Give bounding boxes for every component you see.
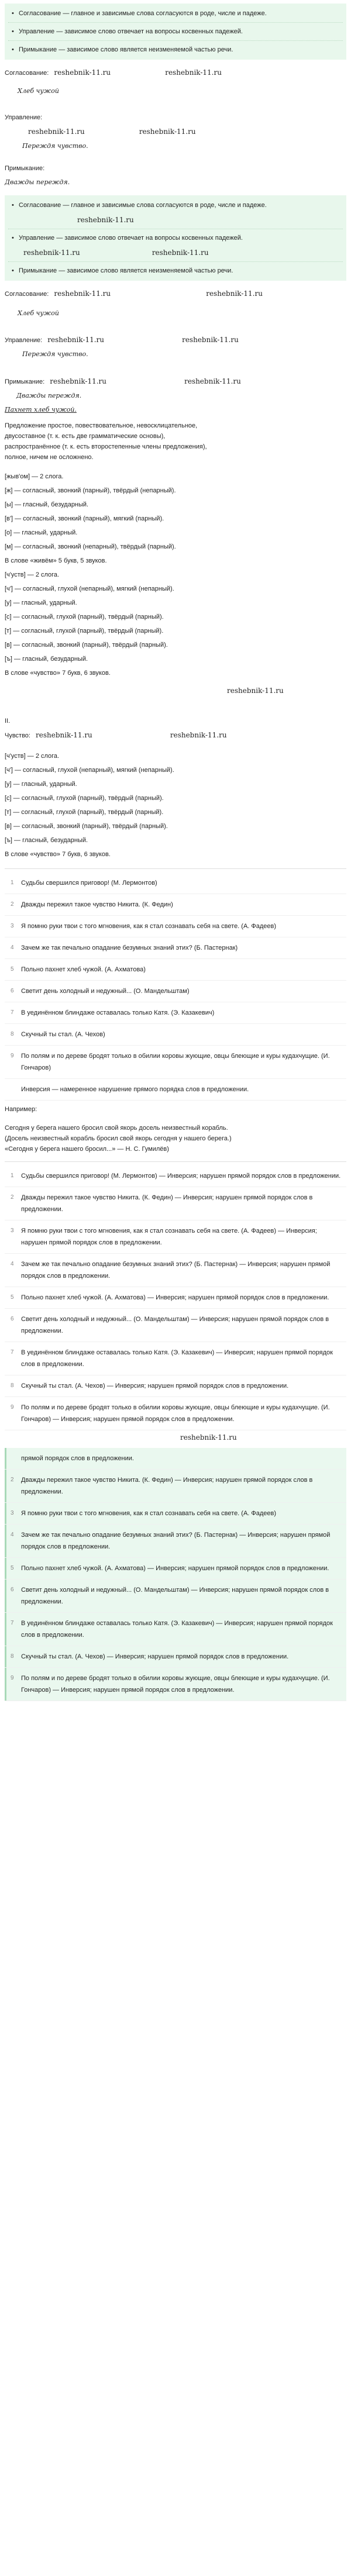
list-item-text: Польно пахнет хлеб чужой. (А. Ахматова) — Инверсия; нарушен прямой порядок слов в предложении. bbox=[21, 1294, 329, 1301]
example-line: «Сегодня у берега нашего бросил...» — Н. С. Гумилёв) bbox=[5, 1146, 169, 1153]
wm-row bbox=[8, 213, 343, 227]
list-item-text: В уединённом блиндаже оставалась только Катя. (Э. Казакевич) — Инверсия; нарушен прямой порядок слов в предложении. bbox=[21, 1349, 333, 1368]
list-item: 7 В уединённом блиндаже оставалась только Катя. (Э. Казакевич) — Инверсия; нарушен прямой порядок слов в предложении. bbox=[5, 1613, 346, 1646]
list-item-text: Судьбы свершился приговор! (М. Лермонтов) bbox=[21, 880, 157, 887]
primyk-label-row bbox=[0, 161, 351, 175]
watermark: reshebnik-11.ru bbox=[165, 68, 222, 77]
upravl-label-row-2 bbox=[0, 333, 351, 347]
primyk-label: Примыкание: bbox=[5, 378, 45, 385]
watermark: reshebnik-11.ru bbox=[50, 377, 107, 385]
list-item: 8 Скучный ты стал. (А. Чехов) — Инверсия; нарушен прямой порядок слов в предложении. bbox=[5, 1646, 346, 1668]
list-item-text: По полям и по дереве бродят только в обилии коровы жующие, овцы блеющие и куры кудахчущие. (И. Гончаров) — Инверсия; нарушен прямой порядок слов в предложении. bbox=[21, 1404, 330, 1423]
upravl-label: Управление: bbox=[5, 337, 43, 344]
list-item bbox=[5, 1448, 346, 1470]
list-item-text: Зачем же так печально опадание безумных знаний этих? (Б. Пастернак) — Инверсия; нарушен прямой порядок слов в предложении. bbox=[21, 1261, 331, 1280]
phon-line: II. bbox=[5, 718, 11, 725]
wm-row bbox=[0, 1430, 351, 1448]
phon-line: [т] — согласный, глухой (парный), твёрдый (парный). bbox=[5, 809, 164, 816]
phrase-perezhdya: Переждя чувство. bbox=[22, 350, 88, 358]
list-item: 3 Я помню руки твои с того мгновения, как я стал сознавать себя на свете. (А. Фадеев) — Инверсия; нарушен прямой порядок слов в предложении. bbox=[5, 1220, 346, 1254]
phon-line: [ч'уств] — 2 слога. bbox=[5, 753, 60, 760]
watermark: reshebnik-11.ru bbox=[77, 216, 134, 224]
rule-upravlenie: • Управление — зависимое слово отвечает на вопросы косвенных падежей. bbox=[8, 230, 343, 246]
list-item: 4 Зачем же так печально опадание безумных знаний этих? (Б. Пастернак) bbox=[5, 937, 346, 959]
watermark: reshebnik-11.ru bbox=[180, 1433, 237, 1442]
list-item: 5 Польно пахнет хлеб чужой. (А. Ахматова) bbox=[5, 959, 346, 981]
watermark: reshebnik-11.ru bbox=[170, 731, 227, 739]
list-item-text: Скучный ты стал. (А. Чехов) — Инверсия; нарушен прямой порядок слов в предложении. bbox=[21, 1382, 289, 1389]
sentences-list-1 bbox=[5, 873, 346, 1101]
list-item-text: По полям и по дереве бродят только в обилии коровы жующие, овцы блеющие и куры кудахчущие. (И. Гончаров) — Инверсия; нарушен прямой порядок слов в предложении. bbox=[21, 1675, 330, 1694]
list-item-text: Польно пахнет хлеб чужой. (А. Ахматова) — Инверсия; нарушен прямой порядок слов в предложении. bbox=[21, 1565, 329, 1572]
list-item-text: Дважды пережил такое чувство Никита. (К. Федин) — Инверсия; нарушен прямой порядок слов в предложении. bbox=[21, 1194, 313, 1213]
phon-line: [о] — гласный, ударный. bbox=[5, 529, 78, 536]
phon-line: В слове «чувство» 7 букв, 6 звуков. bbox=[5, 670, 111, 677]
phonetic-block-1 bbox=[0, 466, 351, 684]
phon-line: [ч'] — согласный, глухой (непарный), мягкий (непарный). bbox=[5, 585, 174, 592]
list-item: 9 По полям и по дереве бродят только в обилии коровы жующие, овцы блеющие и куры кудахчущие. (И. Гончаров) — Инверсия; нарушен прямой порядок слов в предложении. bbox=[5, 1668, 346, 1701]
example-block bbox=[0, 1101, 351, 1158]
list-item: 4 Зачем же так печально опадание безумных знаний этих? (Б. Пастернак) — Инверсия; нарушен прямой порядок слов в предложении. bbox=[5, 1254, 346, 1287]
watermark: reshebnik-11.ru bbox=[54, 68, 111, 77]
list-item bbox=[5, 1079, 346, 1101]
list-item-text: Светит день холодный и недужный... (О. Мандельштам) — Инверсия; нарушен прямой порядок слов в предложении. bbox=[21, 1316, 329, 1334]
list-item-text: Дважды пережил такое чувство Никита. (К. Федин) — Инверсия; нарушен прямой порядок слов в предложении. bbox=[21, 1477, 313, 1495]
phrase-perezhdya: Переждя чувство. bbox=[22, 142, 88, 150]
phon-line: [у] — гласный, ударный. bbox=[5, 781, 77, 788]
rule-primykanie: • Примыкание — зависимое слово является неизменяемой частью речи. bbox=[8, 42, 343, 57]
list-item: 2 Дважды пережил такое чувство Никита. (К. Федин) bbox=[5, 894, 346, 916]
list-item: 3 Я помню руки твои с того мгновения, как я стал сознавать себя на свете. (А. Фадеев) bbox=[5, 916, 346, 937]
list-item: 6 Светит день холодный и недужный... (О. Мандельштам) — Инверсия; нарушен прямой порядок слов в предложении. bbox=[5, 1580, 346, 1613]
example-line: (Досель неизвестный корабль бросил свой якорь сегодня у нашего берега.) bbox=[5, 1135, 232, 1142]
list-item-text: В уединённом блиндаже оставалась только Катя. (Э. Казакевич) — Инверсия; нарушен прямой порядок слов в предложении. bbox=[21, 1620, 333, 1639]
phon-line: [с] — согласный, глухой (парный), твёрдый (парный). bbox=[5, 795, 164, 802]
list-item: 8 Скучный ты стал. (А. Чехов) — Инверсия; нарушен прямой порядок слов в предложении. bbox=[5, 1375, 346, 1397]
page bbox=[0, 4, 351, 1701]
phrase-row-4 bbox=[0, 347, 351, 368]
list-item: 6 Светит день холодный и недужный... (О. Мандельштам) bbox=[5, 981, 346, 1002]
phon-line: Чувство: bbox=[5, 732, 30, 739]
list-item-text: Светит день холодный и недужный... (О. Мандельштам) — Инверсия; нарушен прямой порядок слов в предложении. bbox=[21, 1587, 329, 1605]
rules-box-top bbox=[5, 4, 346, 60]
phon-line: [ж] — согласный, звонкий (парный), твёрдый (непарный). bbox=[5, 487, 176, 494]
phon-line: [ч'] — согласный, глухой (непарный), мягкий (непарный). bbox=[5, 767, 174, 774]
soglas-label-row bbox=[0, 65, 351, 80]
phrase-row-3 bbox=[0, 175, 351, 189]
list-item: 1 Судьбы свершился приговор! (М. Лермонтов) — Инверсия; нарушен прямой порядок слов в предложении. bbox=[5, 1165, 346, 1187]
upravl-label: Управление: bbox=[5, 114, 43, 121]
list-item-text: Зачем же так печально опадание безумных знаний этих? (Б. Пастернак) bbox=[21, 944, 238, 951]
list-item: 6 Светит день холодный и недужный... (О. Мандельштам) — Инверсия; нарушен прямой порядок слов в предложении. bbox=[5, 1309, 346, 1342]
list-item: 9 По полям и по дереве бродят только в обилии коровы жующие, овцы блеющие и куры кудахчущие. (И. Гончаров) bbox=[5, 1046, 346, 1079]
rule-soglasovanie: • Согласование — главное и зависимые слова согласуются в роде, числе и падеже. bbox=[8, 6, 343, 21]
soglas-label: Согласование: bbox=[5, 70, 49, 77]
phon-line: [м] — согласный, звонкий (непарный), твёрдый (парный). bbox=[5, 543, 176, 550]
watermark: reshebnik-11.ru bbox=[184, 377, 241, 385]
rule-soglasovanie: • Согласование — главное и зависимые слова согласуются в роде, числе и падеже. bbox=[8, 198, 343, 213]
watermark: reshebnik-11.ru bbox=[227, 687, 284, 695]
list-item-text: Я помню руки твои с того мгновения, как я стал сознавать себя на свете. (А. Фадеев) bbox=[21, 1510, 277, 1517]
grammar-line: двусоставное (т. к. есть две грамматические основы), bbox=[5, 433, 166, 440]
watermark: reshebnik-11.ru bbox=[47, 336, 105, 344]
watermark: reshebnik-11.ru bbox=[152, 249, 209, 257]
phrase-row-6 bbox=[0, 403, 351, 417]
grammar-line: распространённое (т. к. есть второстепенные члены предложения), bbox=[5, 443, 207, 450]
list-item: 8 Скучный ты стал. (А. Чехов) bbox=[5, 1024, 346, 1046]
phon-line: [т] — согласный, глухой (парный), твёрдый (парный). bbox=[5, 627, 164, 634]
sentences-list-2 bbox=[5, 1165, 346, 1430]
list-item: 1 Судьбы свершился приговор! (М. Лермонтов) bbox=[5, 873, 346, 894]
phrase-dvazhdy: Дважды переждя. bbox=[16, 392, 82, 399]
wm-row bbox=[8, 246, 343, 260]
phon-line: [в] — согласный, звонкий (парный), твёрдый (парный). bbox=[5, 823, 168, 830]
phon-line: [с] — согласный, глухой (парный), твёрдый (парный). bbox=[5, 613, 164, 620]
watermark: reshebnik-11.ru bbox=[206, 289, 263, 298]
example-line: Сегодня у берега нашего бросил свой якорь досель неизвестный корабль. bbox=[5, 1125, 228, 1132]
phrase-row-5 bbox=[0, 389, 351, 403]
watermark: reshebnik-11.ru bbox=[182, 336, 239, 344]
primyk-label: Примыкание: bbox=[5, 165, 45, 172]
list-item-text: Дважды пережил такое чувство Никита. (К. Федин) bbox=[21, 901, 173, 908]
phrase-hleb-chuzhoy: Хлеб чужой bbox=[18, 87, 59, 95]
rule-upravlenie: • Управление — зависимое слово отвечает на вопросы косвенных падежей. bbox=[8, 24, 343, 39]
list-item-text: По полям и по дереве бродят только в обилии коровы жующие, овцы блеющие и куры кудахчущие. (И. Гончаров) bbox=[21, 1053, 330, 1071]
wm-row bbox=[0, 684, 351, 711]
list-item-text: Инверсия — намеренное нарушение прямого порядка слов в предложении. bbox=[21, 1086, 249, 1093]
phon-line: В слове «чувство» 7 букв, 6 звуков. bbox=[5, 851, 111, 858]
list-item-text: Судьбы свершился приговор! (М. Лермонтов) — Инверсия; нарушен прямой порядок слов в предложении. bbox=[21, 1173, 341, 1180]
list-item-text: Светит день холодный и недужный... (О. Мандельштам) bbox=[21, 988, 190, 995]
watermark: reshebnik-11.ru bbox=[28, 127, 85, 136]
soglas-label: Согласование: bbox=[5, 291, 49, 298]
list-item-text: Польно пахнет хлеб чужой. (А. Ахматова) bbox=[21, 966, 146, 973]
watermark: reshebnik-11.ru bbox=[23, 249, 80, 257]
list-item-text: Скучный ты стал. (А. Чехов) bbox=[21, 1031, 105, 1038]
upravl-label-row bbox=[0, 111, 351, 125]
phrase-block-2 bbox=[0, 301, 351, 327]
phon-line: [в'] — согласный, звонкий (парный), мягкий (парный). bbox=[5, 515, 164, 522]
grammar-line: Предложение простое, повествовательное, невосклицательное, bbox=[5, 422, 198, 429]
list-item-text: Зачем же так печально опадание безумных знаний этих? (Б. Пастернак) — Инверсия; нарушен прямой порядок слов в предложении. bbox=[21, 1532, 331, 1550]
watermark: reshebnik-11.ru bbox=[54, 289, 111, 298]
soglas-label-row-2 bbox=[0, 287, 351, 301]
watermark: reshebnik-11.ru bbox=[36, 731, 92, 739]
sentences-list-3 bbox=[5, 1448, 346, 1701]
phon-line: [ы] — гласный, безударный. bbox=[5, 501, 89, 508]
phon-line: [жыв'ом] — 2 слога. bbox=[5, 473, 64, 480]
list-item: 9 По полям и по дереве бродят только в обилии коровы жующие, овцы блеющие и куры кудахчущие. (И. Гончаров) — Инверсия; нарушен прямой порядок слов в предложении. bbox=[5, 1397, 346, 1430]
list-item: 2 Дважды пережил такое чувство Никита. (К. Федин) — Инверсия; нарушен прямой порядок слов в предложении. bbox=[5, 1187, 346, 1220]
phon-line: [ч'уств] — 2 слога. bbox=[5, 571, 60, 578]
grammar-block bbox=[0, 417, 351, 466]
list-item: 7 В уединённом блиндаже оставалась только Катя. (Э. Казакевич) bbox=[5, 1002, 346, 1024]
rule-primykanie: • Примыкание — зависимое слово является неизменяемой частью речи. bbox=[8, 263, 343, 278]
phrase-dvazhdy: Дважды переждя. bbox=[5, 178, 70, 186]
list-item-text: прямой порядок слов в предложении. bbox=[21, 1455, 134, 1462]
phrase-pahnet: Пахнет хлеб чужой. bbox=[5, 406, 77, 413]
phrase-block-1 bbox=[0, 80, 351, 104]
list-item: 5 Польно пахнет хлеб чужой. (А. Ахматова) — Инверсия; нарушен прямой порядок слов в предложении. bbox=[5, 1287, 346, 1309]
list-item: 7 В уединённом блиндаже оставалась только Катя. (Э. Казакевич) — Инверсия; нарушен прямой порядок слов в предложении. bbox=[5, 1342, 346, 1375]
example-head: Например: bbox=[5, 1106, 37, 1113]
list-item: 5 Польно пахнет хлеб чужой. (А. Ахматова) — Инверсия; нарушен прямой порядок слов в предложении. bbox=[5, 1558, 346, 1580]
list-item-text: Я помню руки твои с того мгновения, как я стал сознавать себя на свете. (А. Фадеев) bbox=[21, 923, 277, 930]
list-item: 3 Я помню руки твои с того мгновения, как я стал сознавать себя на свете. (А. Фадеев) bbox=[5, 1503, 346, 1525]
grammar-line: полное, ничем не осложнено. bbox=[5, 454, 94, 461]
primyk-label-row-2 bbox=[0, 374, 351, 389]
list-item-text: В уединённом блиндаже оставалась только Катя. (Э. Казакевич) bbox=[21, 1009, 215, 1016]
phon-line: В слове «живём» 5 букв, 5 звуков. bbox=[5, 557, 107, 564]
watermark: reshebnik-11.ru bbox=[139, 127, 196, 136]
phrase-row-2 bbox=[0, 139, 351, 153]
list-item: 4 Зачем же так печально опадание безумных знаний этих? (Б. Пастернак) — Инверсия; нарушен прямой порядок слов в предложении. bbox=[5, 1525, 346, 1558]
wm-row bbox=[0, 125, 351, 139]
rules-box-second bbox=[5, 195, 346, 281]
phon-chuvstvo-row bbox=[5, 728, 346, 749]
divider bbox=[5, 868, 346, 869]
phonetic-block-2 bbox=[0, 711, 351, 865]
list-item-text: Скучный ты стал. (А. Чехов) — Инверсия; нарушен прямой порядок слов в предложении. bbox=[21, 1653, 289, 1660]
phon-line: [у] — гласный, ударный. bbox=[5, 599, 77, 606]
phrase-hleb-chuzhoy: Хлеб чужой bbox=[18, 309, 59, 317]
phon-line: [ъ] — гласный, безударный. bbox=[5, 656, 88, 663]
phon-line: [в] — согласный, звонкий (парный), твёрдый (парный). bbox=[5, 642, 168, 649]
list-item: 2 Дважды пережил такое чувство Никита. (К. Федин) — Инверсия; нарушен прямой порядок слов в предложении. bbox=[5, 1470, 346, 1503]
phon-line: [ъ] — гласный, безударный. bbox=[5, 837, 88, 844]
list-item-text: Я помню руки твои с того мгновения, как я стал сознавать себя на свете. (А. Фадеев) — Инверсия; нарушен прямой порядок слов в предложении. bbox=[21, 1227, 317, 1246]
divider bbox=[5, 1161, 346, 1162]
